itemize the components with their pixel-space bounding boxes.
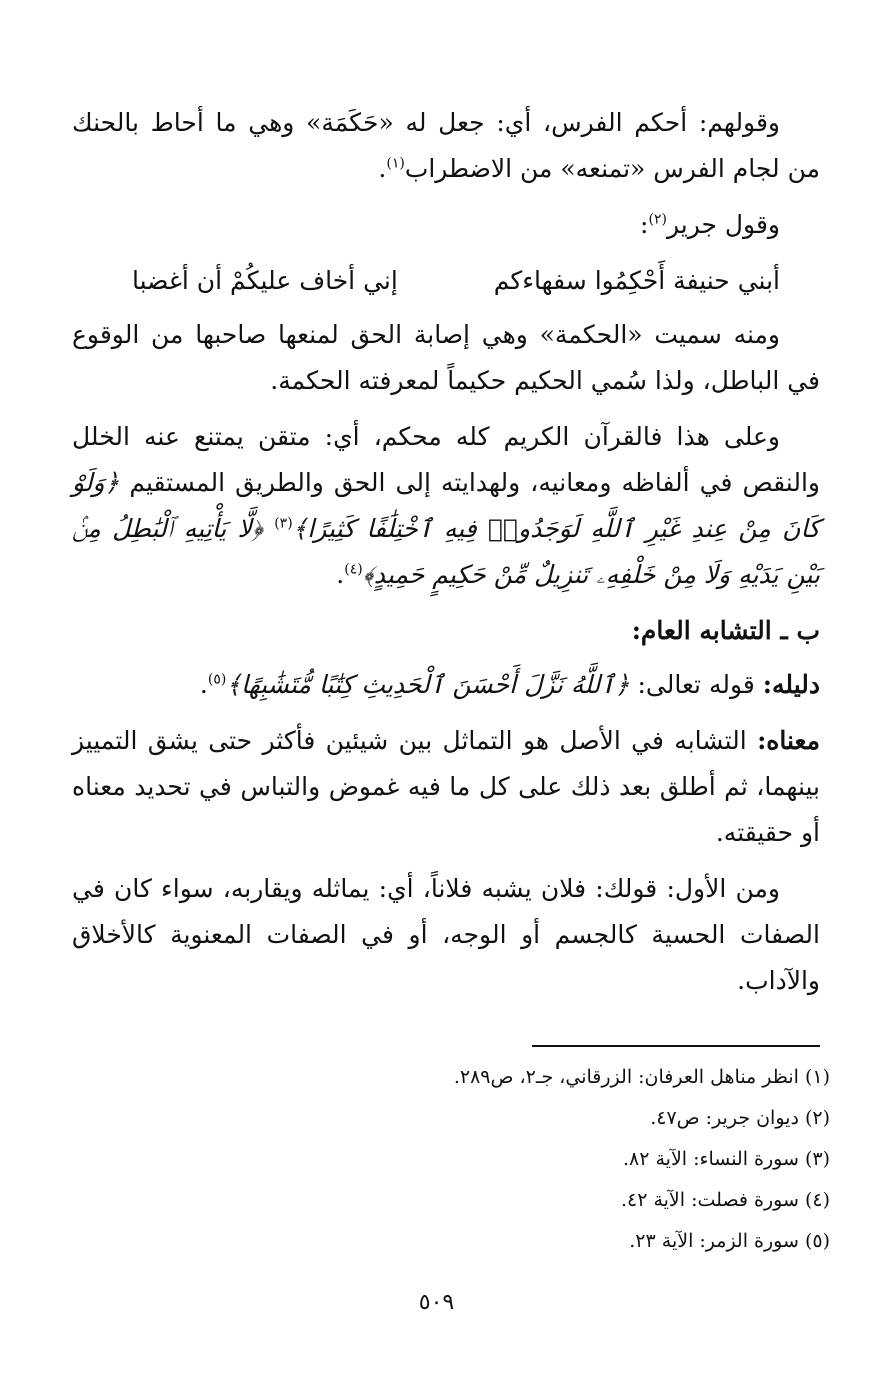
paragraph-quran-muhkam — [72, 414, 820, 598]
punctuation: : — [640, 210, 649, 239]
meaning-label: معناه: — [757, 726, 821, 755]
paragraph-text: ومن الأول: قولك: فلان يشبه فلاناً، أي: يماثله ويقاربه، سواء كان في الصفات الحسية كالجسم أو الوجه، أو في الصفات المعنوية كالأخلاق والآداب. — [72, 874, 820, 995]
paragraph-text: التشابه في الأصل هو التماثل بين شيئين فأكثر حتى يشق التمييز بينهما، ثم أطلق بعد ذلك على كل ما فيه غموض والتباس في تحديد معناه أو حقيقته. — [72, 726, 820, 847]
verse-first-hemistich: أبني حنيفة أَحْكِمُوا سفهاءكم — [493, 266, 780, 295]
footnote-ref-4: (٤) — [344, 561, 363, 578]
quran-verse-fussilat: ﴿لَّا يَأْتِيهِ ٱلْبَٰطِلُ مِنۢ بَيْنِ يَدَيْهِ وَلَا مِنْ خَلْفِهِۦ تَنزِيلٌ مِّنْ حَكِيمٍ حَمِيدٍ﴾ — [72, 514, 820, 589]
footnote-4: (٤) سورة فصلت: الآية ٤٢. — [620, 1189, 830, 1211]
paragraph-text: وقول جرير — [666, 210, 780, 239]
paragraph-text: ومنه سميت «الحكمة» وهي إصابة الحق لمنعها صاحبها من الوقوع في الباطل، ولذا سُمي الحكيم حكيماً لمعرفته الحكمة. — [72, 320, 820, 395]
footnote-divider — [532, 1045, 820, 1047]
page-number: ٥٠٩ — [418, 1290, 455, 1315]
punctuation: . — [336, 560, 345, 589]
punctuation: . — [199, 670, 208, 699]
page-body — [72, 100, 820, 1014]
footnote-3: (٣) سورة النساء: الآية ٨٢. — [622, 1148, 830, 1170]
paragraph-meaning — [72, 718, 820, 856]
paragraph-horse-bridle — [72, 100, 820, 192]
footnotes — [72, 1057, 830, 1262]
punctuation: . — [378, 154, 387, 183]
footnote-1: (١) انظر مناهل العرفان: الزرقاني، جـ٢، ص٢٨٩. — [453, 1066, 830, 1088]
section-heading: ب ـ التشابه العام: — [631, 616, 820, 645]
paragraph-text: قوله تعالى: — [637, 670, 755, 699]
footnote-ref-3: (٣) — [274, 515, 293, 532]
evidence-label: دليله: — [762, 670, 820, 699]
footnote-ref-1: (١) — [386, 155, 405, 172]
poetry-verse — [72, 258, 820, 304]
paragraph-resemblance — [72, 866, 820, 1004]
quran-verse-zumar: ﴿ٱللَّهُ نَزَّلَ أَحْسَنَ ٱلْحَدِيثِ كِتَٰبًا مُّتَشَٰبِهًا﴾ — [226, 670, 630, 699]
paragraph-jarir-intro — [72, 202, 820, 248]
paragraph-wisdom — [72, 312, 820, 404]
paragraph-evidence — [72, 662, 820, 708]
footnote-ref-2: (٢) — [648, 211, 667, 228]
footnote-2: (٢) ديوان جرير: ص٤٧. — [650, 1107, 830, 1129]
footnote-5: (٥) سورة الزمر: الآية ٢٣. — [629, 1230, 830, 1252]
footnote-ref-5: (٥) — [207, 671, 227, 688]
paragraph-text: وقولهم: أحكم الفرس، أي: جعل له «حَكَمَة» وهي ما أحاط بالحنك من لجام الفرس «تمنعه» من الاضطراب — [72, 108, 820, 183]
quran-verse-nisa: ﴿وَلَوْ كَانَ مِنْ عِندِ غَيْرِ ٱللَّهِ لَوَجَدُوا۟ فِيهِ ٱخْتِلَٰفًا كَثِيرًا﴾ — [72, 468, 820, 543]
verse-second-hemistich: إني أخاف عليكُمْ أن أغضبا — [132, 266, 398, 295]
paragraph-text: وعلى هذا فالقرآن الكريم كله محكم، أي: متقن يمتنع عنه الخلل والنقص في ألفاظه ومعانيه، ولهدايته إلى الحق والطريق المستقيم — [72, 422, 820, 497]
